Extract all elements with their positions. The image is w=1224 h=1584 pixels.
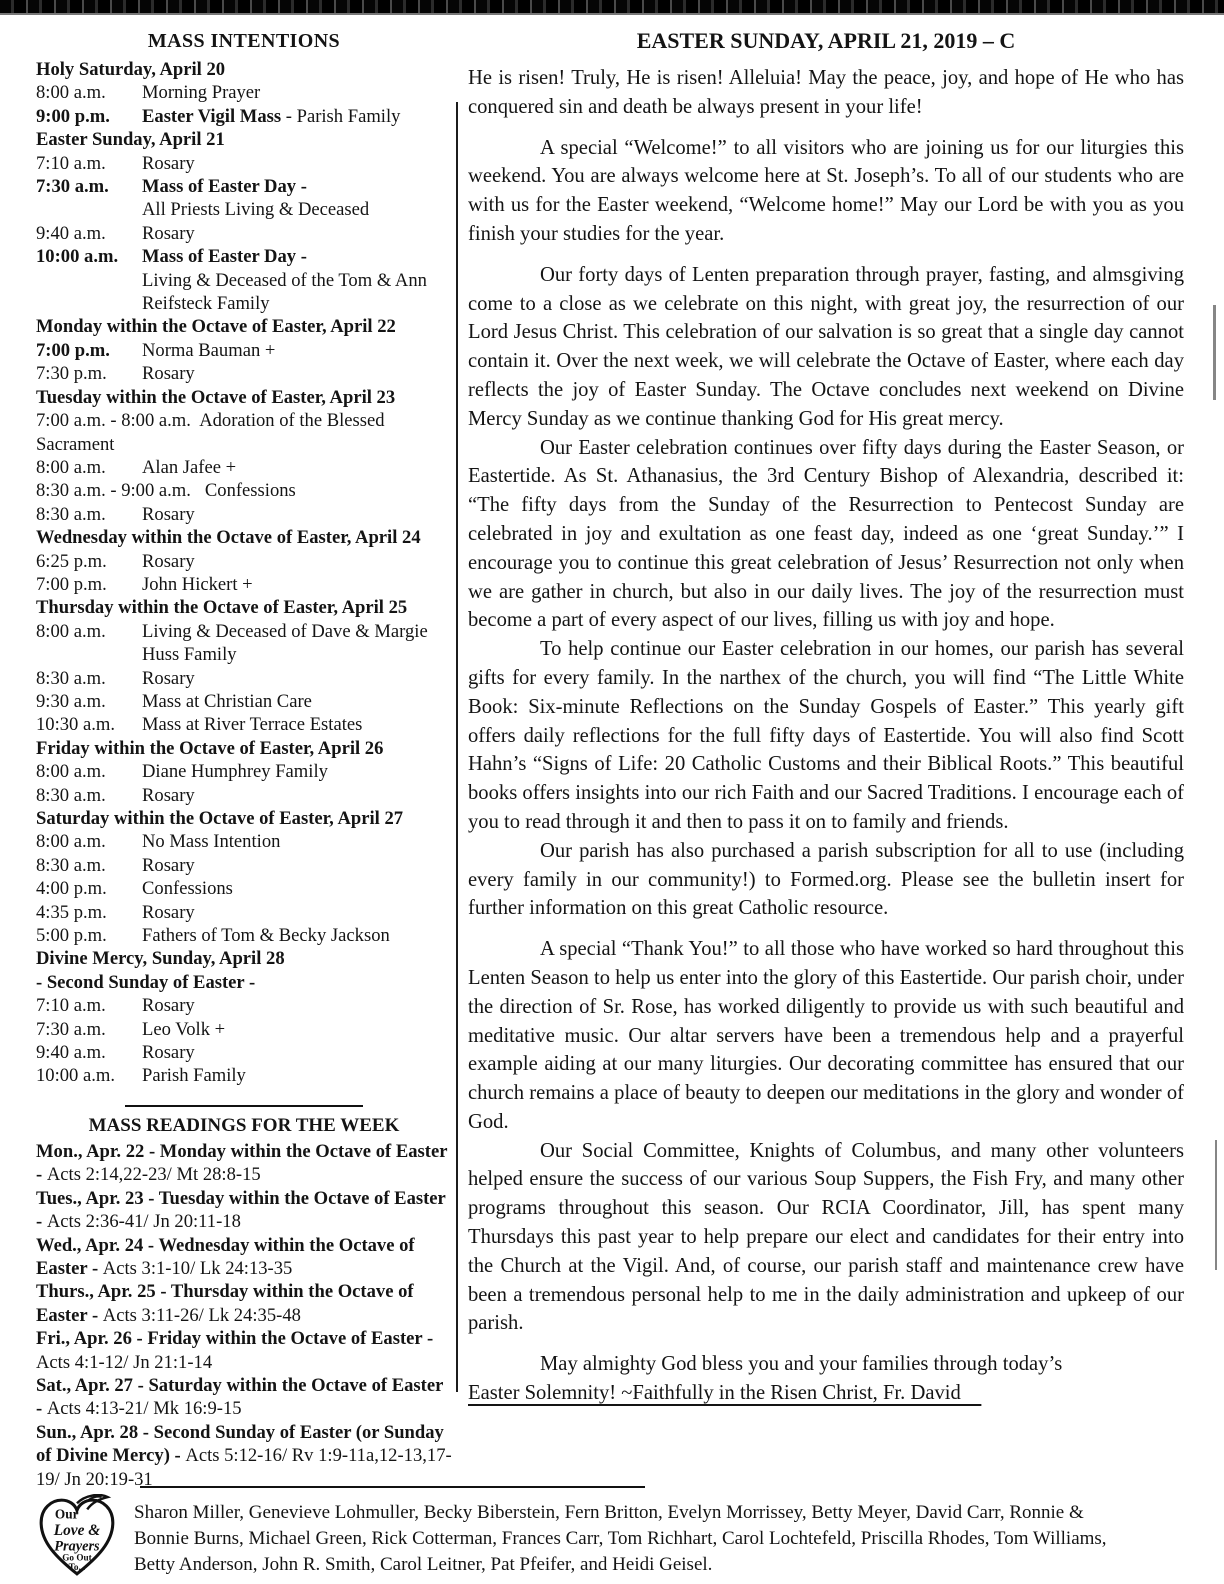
intention-day-header: - Second Sunday of Easter - [36, 971, 256, 993]
letter-paragraph [468, 134, 1184, 249]
intention-entry [36, 901, 452, 924]
intention-time: 8:30 a.m. [36, 667, 106, 689]
footer-divider [140, 1486, 645, 1488]
intention-time: 7:30 a.m. [36, 176, 109, 198]
intention-desc-segment: No Mass Intention [142, 831, 281, 853]
intention-line: 8:30 a.m. - 9:00 a.m. Confessions [36, 480, 296, 502]
intention-time: 8:00 a.m. [36, 761, 106, 783]
intention-entry [36, 1041, 452, 1064]
reading-day: Sun., Apr. 28 - Second Sunday of Easter (or Sunday of Divine Mercy) - [36, 1421, 444, 1467]
reading-entry [36, 1421, 452, 1491]
reading-refs: Acts 2:36-41/ Jn 20:11-18 [46, 1211, 241, 1233]
intention-entry [36, 830, 452, 853]
intention-day-header: Tuesday within the Octave of Easter, April 23 [36, 386, 396, 408]
intention-desc [142, 878, 233, 899]
intention-entry [36, 245, 452, 268]
scan-edge-mark [1215, 1140, 1217, 1270]
intention-time: 9:40 a.m. [36, 1042, 106, 1064]
reading-day: Fri., Apr. 26 - Friday within the Octave of Easter - [36, 1328, 434, 1350]
intention-time: 8:00 a.m. [36, 620, 106, 642]
logo-text-to: To... [68, 1561, 86, 1572]
intention-desc [142, 785, 195, 806]
intention-entry [36, 713, 452, 736]
intention-desc-segment: Rosary [142, 901, 195, 923]
intention-desc [142, 925, 390, 946]
paragraph-segment: Easter Solemnity! ~Faithfully in the Risen Christ, Fr. David [468, 1382, 982, 1405]
prayer-names-line: Sharon Miller, Genevieve Lohmuller, Becky Biberstein, Fern Britton, Evelyn Morrissey, Betty Meyer, David Carr, Ronnie & [134, 1502, 1084, 1523]
intention-desc [142, 995, 195, 1016]
intention-desc-segment: Mass at River Terrace Estates [142, 714, 363, 736]
prayer-names [134, 1494, 1107, 1578]
reading-day: Tues., Apr. 23 - Tuesday within the Octave of Easter - [36, 1187, 446, 1233]
intention-entry [36, 362, 452, 385]
intention-desc-segment: Living & Deceased of Dave & Margie [142, 620, 428, 642]
intention-time: 5:00 p.m. [36, 925, 107, 947]
intention-time: 10:00 a.m. [36, 246, 119, 268]
intention-desc [142, 831, 280, 852]
intention-desc-segment: Fathers of Tom & Becky Jackson [142, 925, 390, 947]
paragraph-segment: A special “Welcome!” to all visitors who are joining us for our liturgies this weekend. You are always welcome here at St. Joseph’s. To all of our students who are with us for the Easter weekend, “Welcome home!” May our Lord be with you as you finish your studies for the year. [468, 136, 1184, 245]
intention-desc-segment: Leo Volk + [142, 1018, 226, 1040]
intention-desc-segment: - Parish Family [281, 105, 401, 127]
intention-desc [142, 457, 236, 478]
intention-desc [142, 340, 275, 361]
mass-intentions-list [36, 58, 452, 1088]
logo-text-prayers: Prayers [54, 1538, 100, 1555]
intention-day-header: Wednesday within the Octave of Easter, April 24 [36, 527, 421, 549]
intention-time: 4:00 p.m. [36, 878, 107, 900]
paragraph-segment: Our Social Committee, Knights of Columbus, and many other volunteers helped ensure the success of our various Soup Suppers, the Fish Fry, and many other programs throughout this season. Our RCIA Coordinator, Jill, has spent many Thursdays this past year to help prepare our elect and candidates for their entry into the Church at the Vigil. And, of course, our parish staff and maintenance crew have been a tremendous personal help to me in the daily administration and upkeep of our parish. [468, 1139, 1184, 1335]
intention-entry [36, 760, 452, 783]
mass-readings-list [36, 1140, 452, 1491]
intention-entry [36, 667, 452, 690]
intention-time: 8:00 a.m. [36, 456, 106, 478]
letter-paragraph [468, 1137, 1184, 1339]
intention-desc [142, 1019, 225, 1040]
intention-desc [142, 551, 195, 572]
intention-day-header: Holy Saturday, April 20 [36, 59, 226, 80]
intention-time: 8:30 a.m. [36, 854, 106, 876]
paragraph-segment: Our parish has also purchased a parish subscription for all to use (including every family in our community!) to Formed.org. Please see the bulletin insert for further information on this great Catholic resource. [468, 839, 1184, 920]
intention-desc [142, 176, 307, 197]
intention-desc [142, 363, 195, 384]
intention-desc [142, 855, 195, 876]
intention-time: 8:30 a.m. [36, 784, 106, 806]
intention-desc [142, 668, 195, 689]
intention-desc-segment: Mass of Easter Day - [142, 176, 307, 198]
intention-day-header: Saturday within the Octave of Easter, April 27 [36, 808, 404, 829]
intention-desc [142, 902, 195, 923]
intention-desc [142, 504, 195, 525]
intention-entry [36, 339, 452, 362]
intention-entry [36, 105, 452, 128]
pastor-letter-column [468, 28, 1184, 1408]
intention-entry [36, 175, 452, 198]
intention-entry [36, 1064, 452, 1087]
letter-paragraph [468, 635, 1184, 837]
reading-day: Wed., Apr. 24 - Wednesday within the Octave of Easter - [36, 1234, 415, 1279]
mass-readings-title: MASS READINGS FOR THE WEEK [88, 1114, 400, 1136]
reading-refs: Acts 5:12-16/ Rv 1:9-11a,12-13,17-19/ Jn 20:19-31 [36, 1445, 452, 1490]
intention-line: 7:00 a.m. - 8:00 a.m. Adoration of the Blessed [36, 410, 385, 432]
intention-time: 4:35 p.m. [36, 901, 107, 923]
logo-text-love: Love & [53, 1521, 101, 1539]
mass-intentions-title: MASS INTENTIONS [147, 30, 341, 52]
column-divider [456, 102, 458, 1392]
paragraph-segment: He is risen! Truly, He is risen! Alleluia! May the peace, joy, and hope of He who has conquered sin and death be always present in your life! [468, 67, 1184, 118]
intention-time: 7:00 p.m. [36, 339, 110, 361]
prayer-names-line: Betty Anderson, John R. Smith, Carol Leitner, Pat Pfeifer, and Heidi Geisel. [134, 1554, 713, 1575]
paragraph-segment: May almighty God bless you and your families through today’s [540, 1353, 1063, 1376]
intention-continuation: Living & Deceased of the Tom & Ann [142, 269, 427, 291]
intention-entry [36, 924, 452, 947]
paragraph-segment: Our Easter celebration continues over fifty days during the Easter Season, or Eastertide. As St. Athanasius, the 3rd Century Bishop of Alexandria, described it: “The fifty days from the Sunday of the Resurrection to Pentecost Sunday are celebrated in joy and exultation as one feast day, indeed as one ‘great Sunday.’” I encourage you to continue this great celebration of Jesus’ Resurrection not only when we are gather in church, but also in our daily lives. The joy of the resurrection must become a part of every aspect of our lives, filling us with joy and hope. [468, 436, 1184, 632]
page-title: EASTER SUNDAY, APRIL 21, 2019 – C [636, 28, 1016, 53]
intention-desc-segment: Morning Prayer [142, 82, 261, 104]
intention-desc [142, 621, 428, 642]
intention-desc-segment: Rosary [142, 667, 195, 689]
logo-text-goout: Go Out [62, 1552, 92, 1563]
intention-entry [36, 152, 452, 175]
intention-time: 9:00 p.m. [36, 105, 110, 127]
intention-desc-segment: Easter Vigil Mass [142, 105, 282, 127]
intention-time: 7:10 a.m. [36, 152, 106, 174]
intention-continuation: Huss Family [142, 644, 237, 666]
intention-desc [142, 82, 260, 103]
intention-desc-segment: Rosary [142, 363, 195, 385]
scan-edge-mark [1213, 305, 1216, 400]
intention-desc-segment: Rosary [142, 995, 195, 1017]
intention-entry [36, 550, 452, 573]
intention-time: 8:30 a.m. [36, 503, 106, 525]
intention-entry [36, 222, 452, 245]
intention-desc [142, 691, 312, 712]
intention-time: 6:25 p.m. [36, 550, 107, 572]
reading-entry [36, 1280, 452, 1327]
intention-entry [36, 994, 452, 1017]
intention-entry [36, 1018, 452, 1041]
intention-day-header: Thursday within the Octave of Easter, April 25 [36, 597, 408, 619]
letter-paragraph [468, 64, 1184, 122]
intention-desc-segment: Rosary [142, 1042, 195, 1064]
logo-text-our: Our [54, 1506, 79, 1522]
intention-desc [142, 574, 253, 595]
intention-desc [142, 714, 362, 735]
reading-day: Mon., Apr. 22 - Monday within the Octave of Easter - [36, 1140, 448, 1186]
intention-desc [142, 223, 195, 244]
intention-desc-segment: Rosary [142, 784, 195, 806]
reading-entry [36, 1187, 452, 1234]
letter-paragraph [468, 935, 1184, 1137]
intention-desc-segment: Alan Jafee + [142, 456, 237, 478]
intention-time: 9:30 a.m. [36, 690, 106, 712]
love-prayers-logo [36, 1494, 120, 1584]
reading-refs: Acts 3:1-10/ Lk 24:13-35 [102, 1257, 293, 1279]
pastor-letter-body [468, 64, 1184, 1408]
intention-desc [142, 1042, 195, 1063]
footer [36, 1494, 1196, 1584]
intention-entry [36, 877, 452, 900]
letter-paragraph [468, 837, 1184, 923]
intention-desc-segment: Rosary [142, 152, 195, 174]
intention-time: 10:00 a.m. [36, 1065, 116, 1087]
reading-day: Sat., Apr. 27 - Saturday within the Octave of Easter - [36, 1374, 444, 1420]
intention-time: 9:40 a.m. [36, 222, 106, 244]
intention-entry [36, 573, 452, 596]
intention-day-header: Friday within the Octave of Easter, April 26 [36, 737, 384, 759]
intention-time: 7:30 a.m. [36, 1018, 106, 1040]
intention-day-header: Monday within the Octave of Easter, April 22 [36, 316, 396, 338]
intention-time: 7:30 p.m. [36, 363, 107, 385]
intention-desc-segment: Rosary [142, 550, 195, 572]
readings-divider [125, 1105, 363, 1107]
letter-paragraph [468, 434, 1184, 636]
intention-desc-segment: Rosary [142, 222, 195, 244]
reading-entry [36, 1374, 452, 1421]
intention-entry [36, 690, 452, 713]
letter-paragraph [468, 261, 1184, 434]
intention-time: 8:00 a.m. [36, 82, 106, 104]
intention-continuation: All Priests Living & Deceased [142, 199, 370, 221]
mass-intentions-column [36, 30, 452, 1491]
intention-desc-segment: John Hickert + [142, 573, 253, 595]
intention-desc-segment: Mass at Christian Care [142, 690, 312, 712]
intention-entry [36, 784, 452, 807]
intention-entry [36, 456, 452, 479]
reading-refs: Acts 2:14,22-23/ Mt 28:8-15 [46, 1164, 261, 1186]
heart-icon [36, 1494, 120, 1580]
intention-desc [142, 106, 400, 127]
reading-entry [36, 1234, 452, 1281]
intention-desc-segment: Diane Humphrey Family [142, 761, 328, 783]
paragraph-segment: To help continue our Easter celebration in our homes, our parish has several gifts for every family. In the narthex of the church, you will find “The Little White Book: Six-minute Reflections on the Sunday Gospels of Easter.” This yearly gift offers daily reflections for the full fifty days of Eastertide. You will also find Scott Hahn’s “Signs of Life: 20 Catholic Customs and their Biblical Roots.” This beautiful books offers insights into our rich Faith and our Sacred Traditions. I encourage each of you to read through it and then to pass it on to family and friends. [468, 638, 1184, 833]
intention-entry [36, 81, 452, 104]
intention-desc-segment: Rosary [142, 503, 195, 525]
paragraph-segment: A special “Thank You!” to all those who have worked so hard throughout this Lenten Season to help us enter into the glory of this Eastertide. Our parish choir, under the direction of Sr. Rose, has worked diligently to provide us with such beautiful and meditative music. Our altar servers have been a tremendous help and a prayerful example aiding at our many liturgies. Our decorating committee has ensured that our church remains a place of beauty to deepen our meditations in the glory and wonder of God. [468, 938, 1184, 1133]
intention-entry [36, 854, 452, 877]
intention-desc-segment: Norma Bauman + [142, 339, 276, 361]
intention-time: 8:00 a.m. [36, 831, 106, 853]
reading-refs: Acts 3:11-26/ Lk 24:35-48 [102, 1304, 301, 1326]
intention-entry [36, 503, 452, 526]
letter-paragraph [468, 1350, 1184, 1408]
intention-time: 10:30 a.m. [36, 714, 116, 736]
paragraph-segment: Our forty days of Lenten preparation through prayer, fasting, and almsgiving come to a close as we celebrate on this night, with great joy, the resurrection of our Lord Jesus Christ. This celebration of our salvation is so great that a single day cannot contain it. Over the next week, we will celebrate the Octave of Easter, where each day reflects the joy of Easter Sunday. The Octave concludes next weekend on Divine Mercy Sunday as we continue thanking God for His great mercy. [468, 263, 1184, 430]
reading-entry [36, 1140, 452, 1187]
intention-desc-segment: Confessions [142, 878, 233, 900]
intention-desc-segment: Mass of Easter Day - [142, 246, 307, 268]
intention-desc [142, 761, 328, 782]
reading-entry [36, 1327, 452, 1374]
prayer-names-line: Bonnie Burns, Michael Green, Rick Cotterman, Frances Carr, Tom Richhart, Carol Lochtefeld, Priscilla Rhodes, Tom Williams, [134, 1528, 1107, 1549]
intention-desc-segment: Parish Family [142, 1065, 246, 1087]
intention-entry [36, 620, 452, 643]
reading-day: Thurs., Apr. 25 - Thursday within the Octave of Easter - [36, 1281, 414, 1326]
intention-continuation: Reifsteck Family [142, 293, 270, 315]
intention-time: 7:10 a.m. [36, 995, 106, 1017]
intention-time: 7:00 p.m. [36, 573, 107, 595]
reading-refs: Acts 4:13-21/ Mk 16:9-15 [46, 1398, 242, 1420]
intention-day-header: Divine Mercy, Sunday, April 28 [36, 948, 285, 970]
intention-line: Sacrament [36, 433, 115, 455]
scan-artifact-band [0, 0, 1224, 15]
intention-day-header: Easter Sunday, April 21 [36, 129, 225, 151]
reading-refs: Acts 4:1-12/ Jn 21:1-14 [36, 1351, 213, 1373]
intention-desc [142, 1065, 246, 1086]
intention-desc-segment: Rosary [142, 854, 195, 876]
intention-desc [142, 153, 195, 174]
intention-desc [142, 246, 307, 267]
